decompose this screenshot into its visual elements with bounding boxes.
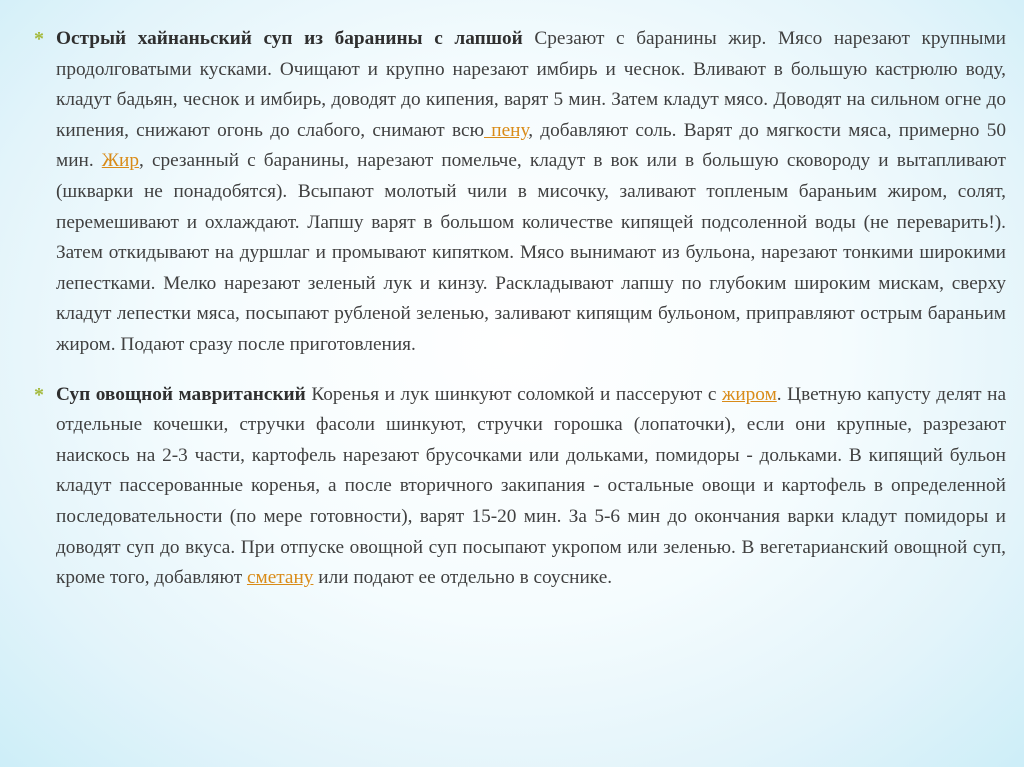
item-text: Срезают с баранины жир. Мясо нарезают крупными продолговатыми кусками. Очищают и крупно нарезают имбирь и чеснок. Вливают в большую кастрюлю воду, кладут бадьян, чеснок и имбирь, доводят до кипения, варят 5 мин. Затем кладут мясо. Доводят на сильном огне до кипения, снижают огонь до слабого, снимают всю <box>56 28 1006 141</box>
bullet-item-moorish-soup <box>34 380 1006 594</box>
item-heading: Суп овощной мавританский <box>56 383 306 405</box>
item-text: или подают ее отдельно в соуснике. <box>313 567 613 589</box>
bullet-list <box>34 24 1006 594</box>
link-foam[interactable]: пену <box>483 119 529 141</box>
item-text: Коренья и лук шинкуют соломкой и пассеруют с <box>305 383 723 405</box>
link-fat[interactable]: Жир <box>101 150 140 172</box>
item-text: . Цветную капусту делят на отдельные кочешки, стручки фасоли шинкуют, стручки горошка (лопаточки), если они крупные, разрезают наискось на 2-3 части, картофель нарезают брусочками или дольками, помидоры - дольками. В кипящий бульон кладут пассерованные коренья, а после вторичного закипания - остальные овощи и картофель в определенной последовательности (по мере готовности), варят 15-20 мин. За 5-6 мин до окончания варки кладут помидоры и доводят суп до вкуса. При отпуске овощной суп посыпают укропом или зеленью. В вегетарианский овощной суп, кроме того, добавляют <box>56 383 1007 589</box>
bullet-marker: * <box>34 28 44 50</box>
link-sour-cream[interactable]: сметану <box>246 567 314 589</box>
item-text: , добавляют соль. Варят до мягкости мяса, примерно 50 мин. <box>56 119 1006 172</box>
item-heading: Острый хайнаньский суп из баранины с лапшой <box>56 28 523 49</box>
bullet-marker: * <box>34 383 44 406</box>
bullet-item-hainan-soup <box>34 24 1006 361</box>
item-text: , срезанный с баранины, нарезают помельче, кладут в вок или в большую сковороду и вытапливают (шкварки не понадобятся). Всыпают молотый чили в мисочку, заливают топленым бараньим жиром, солят, перемешивают и охлаждают. Лапшу варят в большом количестве кипящей подсоленной воды (не переварить!). Затем откидывают на дуршлаг и промывают кипятком. Мясо вынимают из бульона, нарезают тонкими широкими лепестками. Мелко нарезают зеленый лук и кинзу. Раскладывают лапшу по глубоким широким мискам, сверху кладут лепестки мяса, посыпают рубленой зеленью, заливают кипящим бульоном, приправляют острым бараньим жиром. Подают сразу после приготовления. <box>56 150 1006 355</box>
link-fat[interactable]: жиром <box>722 383 777 405</box>
